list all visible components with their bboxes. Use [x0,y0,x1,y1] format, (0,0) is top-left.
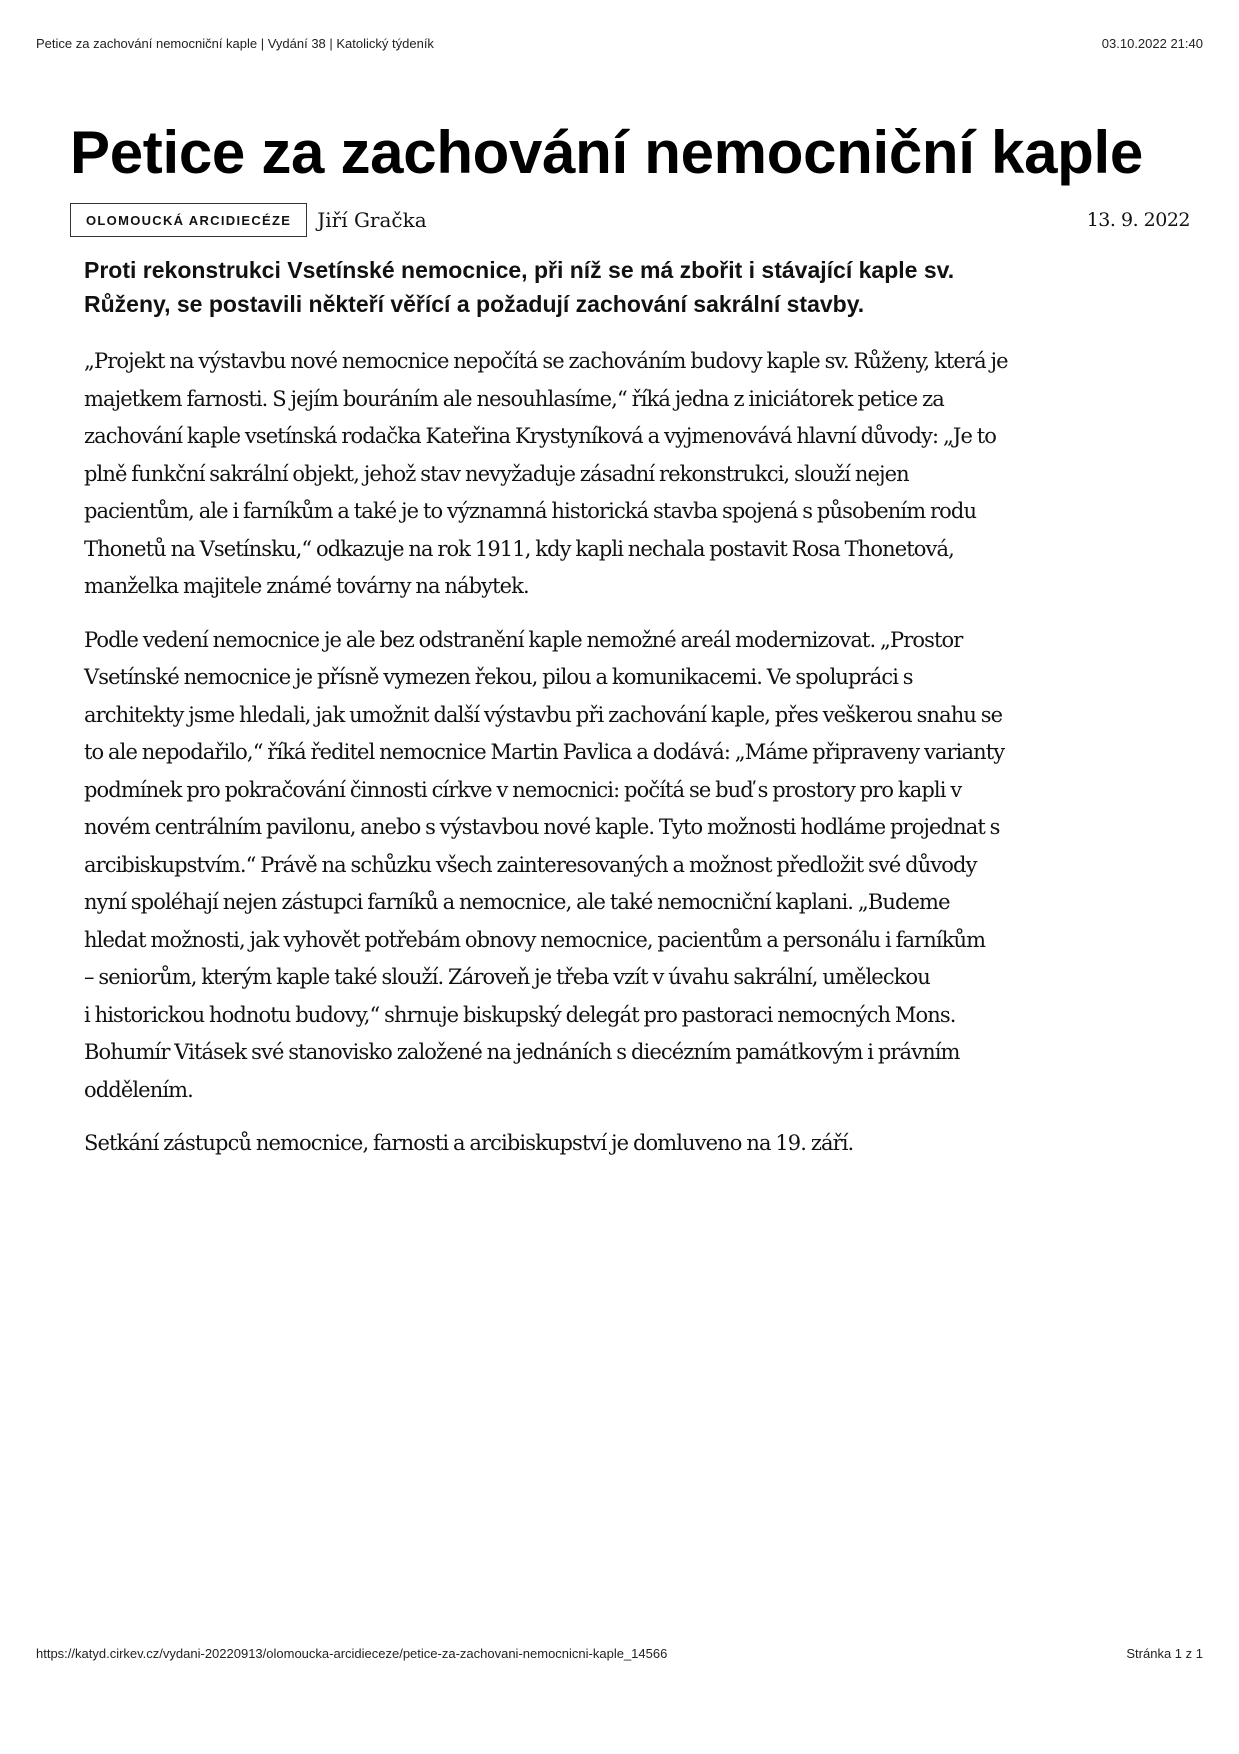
body-line: arcibiskupstvím.“ Právě na schůzku všech zainteresovaných a možnost předložit své důvody [84,852,977,877]
body-line: Podle vedení nemocnice je ale bez odstranění kaple nemožné areál modernizovat. „Prostor [84,627,963,652]
print-footer [36,1646,1203,1661]
print-footer-url[interactable]: https://katyd.cirkev.cz/vydani-20220913/olomoucka-arcidieceze/petice-za-zachovani-nemocnicni-kaple_14566 [36,1646,668,1661]
article-perex [84,253,1190,321]
body-line: novém centrálním pavilonu, anebo s výstavbou nové kaple. Tyto možnosti hodláme projednat s [84,815,1000,839]
perex-line: Proti rekonstrukci Vsetínské nemocnice, při níž se má zbořit i stávající kaple sv. [84,257,955,283]
body-line: „Projekt na výstavbu nové nemocnice nepočítá se zachováním budovy kaple sv. Růženy, která je [84,349,1008,373]
body-paragraph [84,622,1190,1110]
article-body [84,343,1190,1163]
body-line: manželka majitele známé továrny na nábytek. [84,574,529,598]
article-title: Petice za zachování nemocniční kaple [70,119,1143,186]
article [70,118,1190,1179]
body-line: nyní spoléhají nejen zástupci farníků a nemocnice, ale také nemocniční kaplani. „Budeme [84,890,950,914]
body-line: oddělením. [84,1077,193,1102]
body-line: – seniorům, kterým kaple také slouží. Zároveň je třeba vzít v úvahu sakrální, uměleckou [84,965,930,989]
print-footer-page-indicator: Stránka 1 z 1 [1126,1646,1203,1661]
article-author[interactable]: Jiří Gračka [317,208,427,232]
body-line: hledat možnosti, jak vyhovět potřebám obnovy nemocnice, pacientům a personálu i farníkům [84,927,986,952]
section-badge[interactable]: OLOMOUCKÁ ARCIDIECÉZE [70,203,307,237]
body-paragraph [84,1125,1190,1163]
body-line: podmínek pro pokračování činnosti církve v nemocnici: počítá se buď s prostory pro kapli v [84,777,962,802]
body-paragraph [84,343,1190,606]
print-header [36,36,1203,51]
body-line: Bohumír Vitásek své stanovisko založené na jednáních s diecézním památkovým i právním [84,1040,960,1064]
body-line: Setkání zástupců nemocnice, farnosti a arcibiskupství je domluveno na 19. září. [84,1131,854,1155]
article-meta [70,201,1190,239]
print-header-timestamp: 03.10.2022 21:40 [1101,36,1203,51]
body-line: zachování kaple vsetínská rodačka Kateřina Krystyníková a vyjmenovává hlavní důvody: „Je to [84,424,997,448]
body-line: pacientům, ale i farníkům a také je to významná historická stavba spojená s působením rodu [84,499,977,523]
body-line: to ale nepodařilo,“ říká ředitel nemocnice Martin Pavlica a dodává: „Máme připraveny varianty [84,740,1005,764]
perex-line: Růženy, se postavili někteří věřící a požadují zachování sakrální stavby. [84,291,865,317]
body-line: architekty jsme hledali, jak umožnit další výstavbu při zachování kaple, přes veškerou snahu se [84,702,1003,727]
body-line: Thonetů na Vsetínsku,“ odkazuje na rok 1911, kdy kapli nechala postavit Rosa Thonetová, [84,536,954,561]
print-header-page-title: Petice za zachování nemocniční kaple | Vydání 38 | Katolický týdeník [36,36,434,51]
body-line: plně funkční sakrální objekt, jehož stav nevyžaduje zásadní rekonstrukci, slouží nejen [84,461,909,486]
article-date: 13. 9. 2022 [1086,209,1190,231]
body-line: i historickou hodnotu budovy,“ shrnuje biskupský delegát pro pastoraci nemocných Mons. [84,1002,956,1027]
body-line: Vsetínské nemocnice je přísně vymezen řekou, pilou a komunikacemi. Ve spolupráci s [84,665,913,689]
body-line: majetkem farnosti. S jejím bouráním ale nesouhlasíme,“ říká jedna z iniciátorek petice za [84,386,944,411]
